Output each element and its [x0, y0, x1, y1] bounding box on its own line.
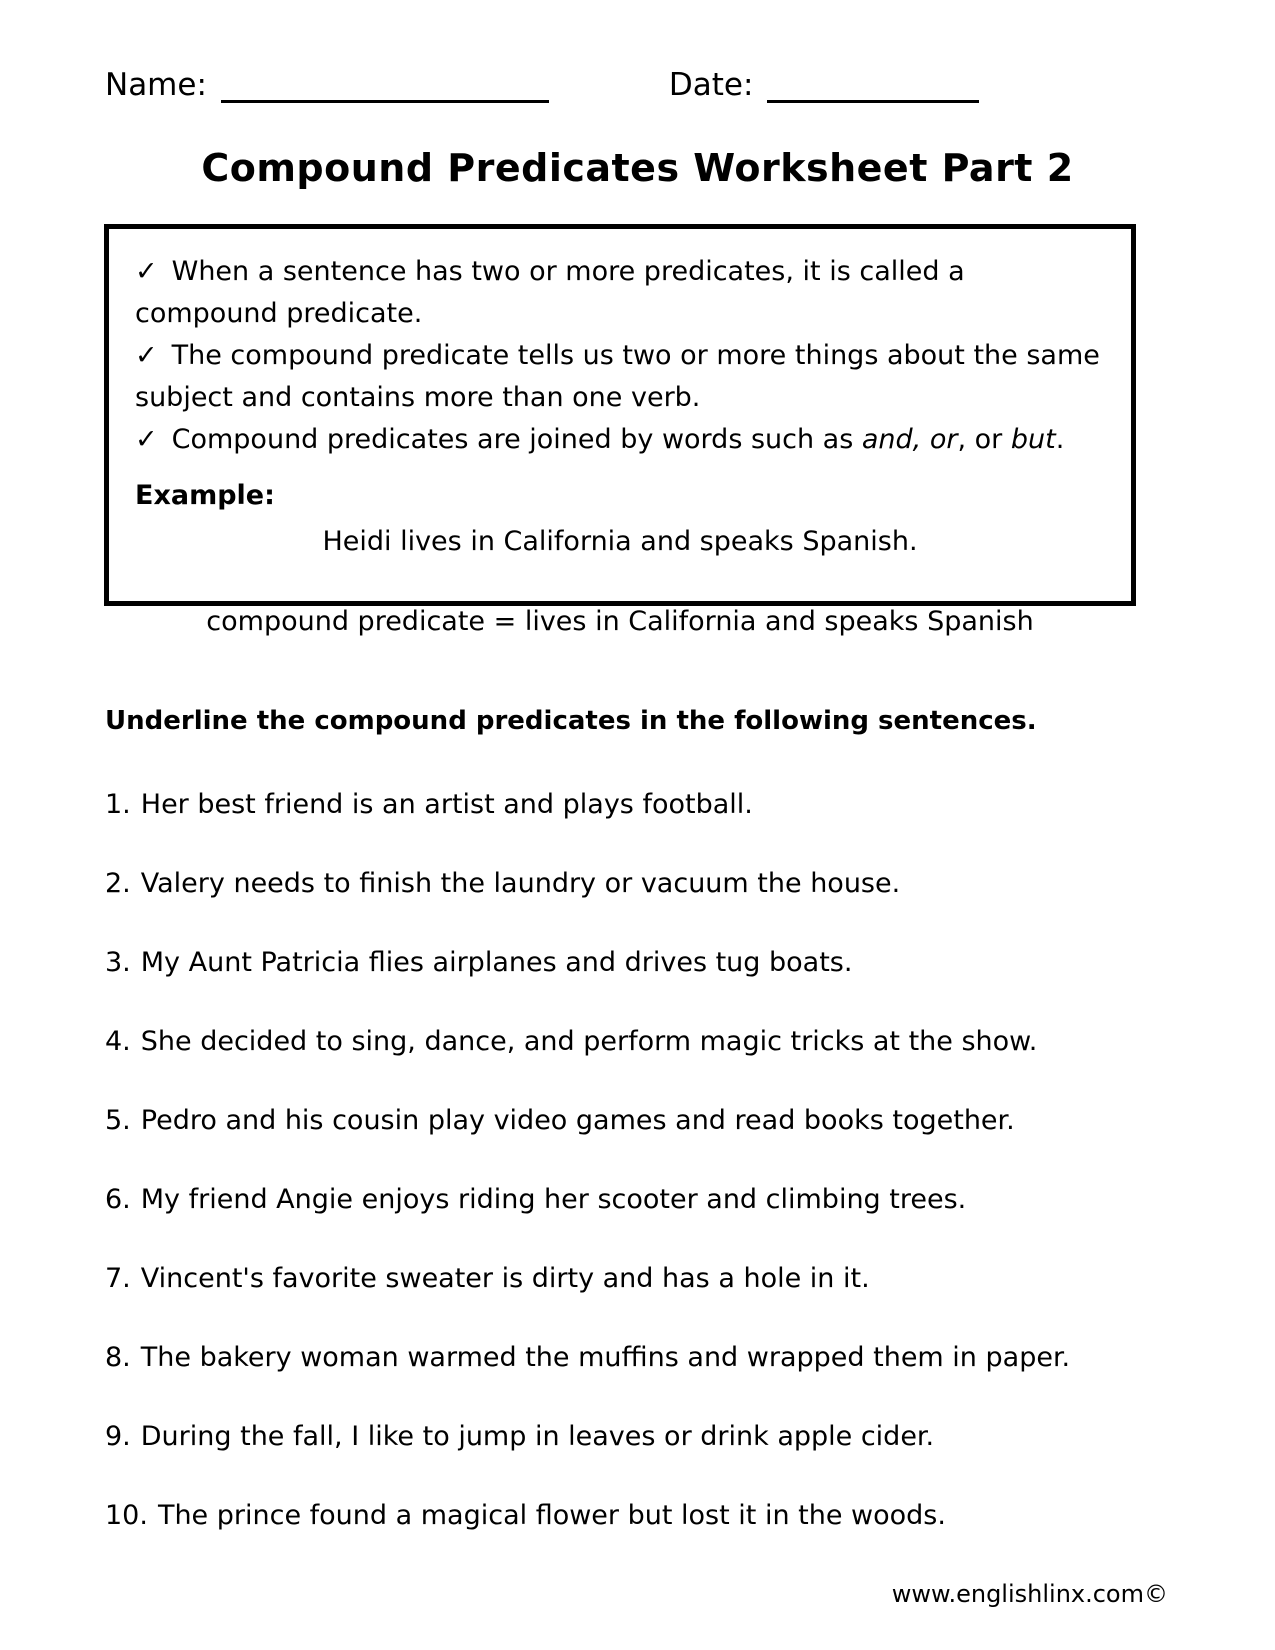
date-blank-line [767, 66, 979, 103]
sentence-item-5 [105, 1104, 1185, 1138]
sentence-number: 9. [105, 1421, 131, 1452]
name-blank-line [221, 66, 549, 103]
sentence-text: My friend Angie enjoys riding her scooter and climbing trees. [140, 1184, 967, 1215]
sentence-number: 2. [105, 868, 131, 899]
definition-box [104, 224, 1136, 637]
sentence-text: Pedro and his cousin play video games and read books together. [140, 1105, 1015, 1136]
example-label: Example: [135, 480, 275, 511]
sentence-text: The prince found a magical flower but lost it in the woods. [157, 1500, 946, 1531]
sentence-item-8 [105, 1341, 1185, 1375]
bullet-3-mid: , or [957, 424, 1011, 455]
bullet-3-italic-conjunctions: and, or [861, 424, 958, 455]
sentence-number: 1. [105, 789, 131, 820]
bullet-3-italic-but: but [1010, 424, 1056, 455]
bullet-2-text: The compound predicate tells us two or more things about the same subject and contains more than one verb. [135, 340, 1100, 413]
sentence-text: My Aunt Patricia flies airplanes and drives tug boats. [140, 947, 853, 978]
sentence-number: 4. [105, 1026, 131, 1057]
instruction-heading: Underline the compound predicates in the following sentences. [105, 706, 1037, 736]
sentence-item-6 [105, 1183, 1185, 1217]
header-row [105, 66, 1170, 103]
sentence-item-4 [105, 1025, 1185, 1059]
checkmark-icon: ✓ [135, 424, 158, 455]
definition-bullet-3 [135, 419, 1105, 461]
sentence-number: 8. [105, 1342, 131, 1373]
date-label: Date: [668, 67, 754, 103]
sentence-item-2 [105, 867, 1185, 901]
sentence-item-9 [105, 1420, 1185, 1454]
sentence-item-3 [105, 946, 1185, 980]
sentence-item-1 [105, 788, 1185, 822]
name-label: Name: [105, 67, 207, 103]
bullet-3-suffix: . [1055, 424, 1065, 455]
sentence-text: Vincent's favorite sweater is dirty and has a hole in it. [140, 1263, 870, 1294]
bullet-3-prefix: Compound predicates are joined by words such as [171, 424, 862, 455]
checkmark-icon: ✓ [135, 256, 158, 287]
checkmark-icon: ✓ [135, 340, 158, 371]
date-field [669, 66, 980, 103]
sentence-text: During the fall, I like to jump in leaves or drink apple cider. [140, 1421, 935, 1452]
sentence-number: 3. [105, 947, 131, 978]
footer-website: www.englishlinx.com© [891, 1580, 1168, 1608]
example-sentence: Heidi lives in California and speaks Spanish. [322, 526, 918, 557]
sentence-number: 6. [105, 1184, 131, 1215]
example-breakdown: compound predicate = lives in California and speaks Spanish [206, 606, 1034, 637]
sentence-list [105, 788, 1185, 1578]
sentence-text: She decided to sing, dance, and perform magic tricks at the show. [140, 1026, 1038, 1057]
sentence-item-10 [105, 1499, 1185, 1533]
sentence-item-7 [105, 1262, 1185, 1296]
sentence-text: The bakery woman warmed the muffins and wrapped them in paper. [140, 1342, 1071, 1373]
page-title: Compound Predicates Worksheet Part 2 [201, 146, 1074, 190]
sentence-number: 5. [105, 1105, 131, 1136]
sentence-number: 10. [105, 1500, 148, 1531]
sentence-number: 7. [105, 1263, 131, 1294]
name-field [105, 66, 549, 103]
definition-bullet-2 [135, 335, 1105, 419]
sentence-text: Her best friend is an artist and plays football. [140, 789, 753, 820]
bullet-1-text: When a sentence has two or more predicates, it is called a compound predicate. [135, 256, 965, 329]
definition-bullet-1 [135, 251, 1105, 335]
sentence-text: Valery needs to finish the laundry or vacuum the house. [140, 868, 901, 899]
